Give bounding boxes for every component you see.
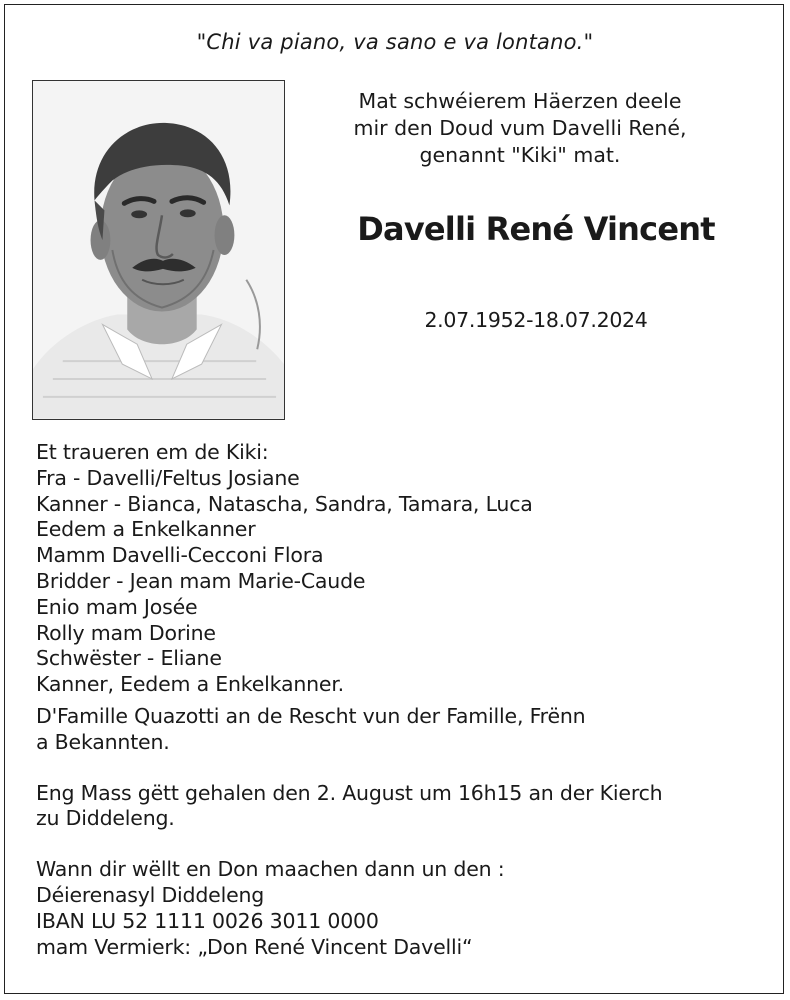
portrait-image <box>33 81 284 419</box>
mass-line: Eng Mass gëtt gehalen den 2. August um 16h15 an der Kierch <box>36 780 663 805</box>
mourners-line: Schwëster - Eliane <box>36 646 222 671</box>
mourners-line: Rolly mam Dorine <box>36 620 216 645</box>
mourners-line: Enio mam Josée <box>36 594 198 619</box>
donation-line: IBAN LU 52 1111 0026 3011 0000 <box>36 908 379 933</box>
notice-body <box>36 440 756 960</box>
deceased-name: Davelli René Vincent <box>357 210 715 248</box>
mourners-line: Eedem a Enkelkanner <box>36 517 256 542</box>
life-dates: 2.07.1952-18.07.2024 <box>424 308 648 332</box>
intro-line: Mat schwéierem Häerzen deele <box>358 89 682 113</box>
donation-paragraph <box>36 857 756 960</box>
intro-text <box>330 88 710 169</box>
intro-line: genannt "Kiki" mat. <box>419 143 621 167</box>
family-line: a Bekannten. <box>36 729 170 754</box>
portrait-photo <box>32 80 285 420</box>
mourners-line: Mamm Davelli-Cecconi Flora <box>36 543 324 568</box>
donation-line: mam Vermierk: „Don René Vincent Davelli“ <box>36 934 473 959</box>
mourners-line: Kanner, Eedem a Enkelkanner. <box>36 672 344 697</box>
mourners-list <box>36 440 756 698</box>
mass-line: zu Diddeleng. <box>36 806 175 831</box>
mourners-line: Kanner - Bianca, Natascha, Sandra, Tamara, Luca <box>36 491 533 516</box>
donation-line: Déierenasyl Diddeleng <box>36 882 265 907</box>
family-line: D'Famille Quazotti an de Rescht vun der Famille, Frënn <box>36 703 586 728</box>
mourners-line: Et traueren em de Kiki: <box>36 440 269 464</box>
mass-paragraph <box>36 781 756 833</box>
family-paragraph <box>36 704 756 756</box>
intro-line: mir den Doud vum Davelli René, <box>353 116 687 140</box>
donation-line: Wann dir wëllt en Don maachen dann un den : <box>36 857 505 882</box>
mourners-line: Bridder - Jean mam Marie-Caude <box>36 568 366 593</box>
mourners-line: Fra - Davelli/Feltus Josiane <box>36 465 300 490</box>
quote: "Chi va piano, va sano e va lontano." <box>196 30 594 54</box>
